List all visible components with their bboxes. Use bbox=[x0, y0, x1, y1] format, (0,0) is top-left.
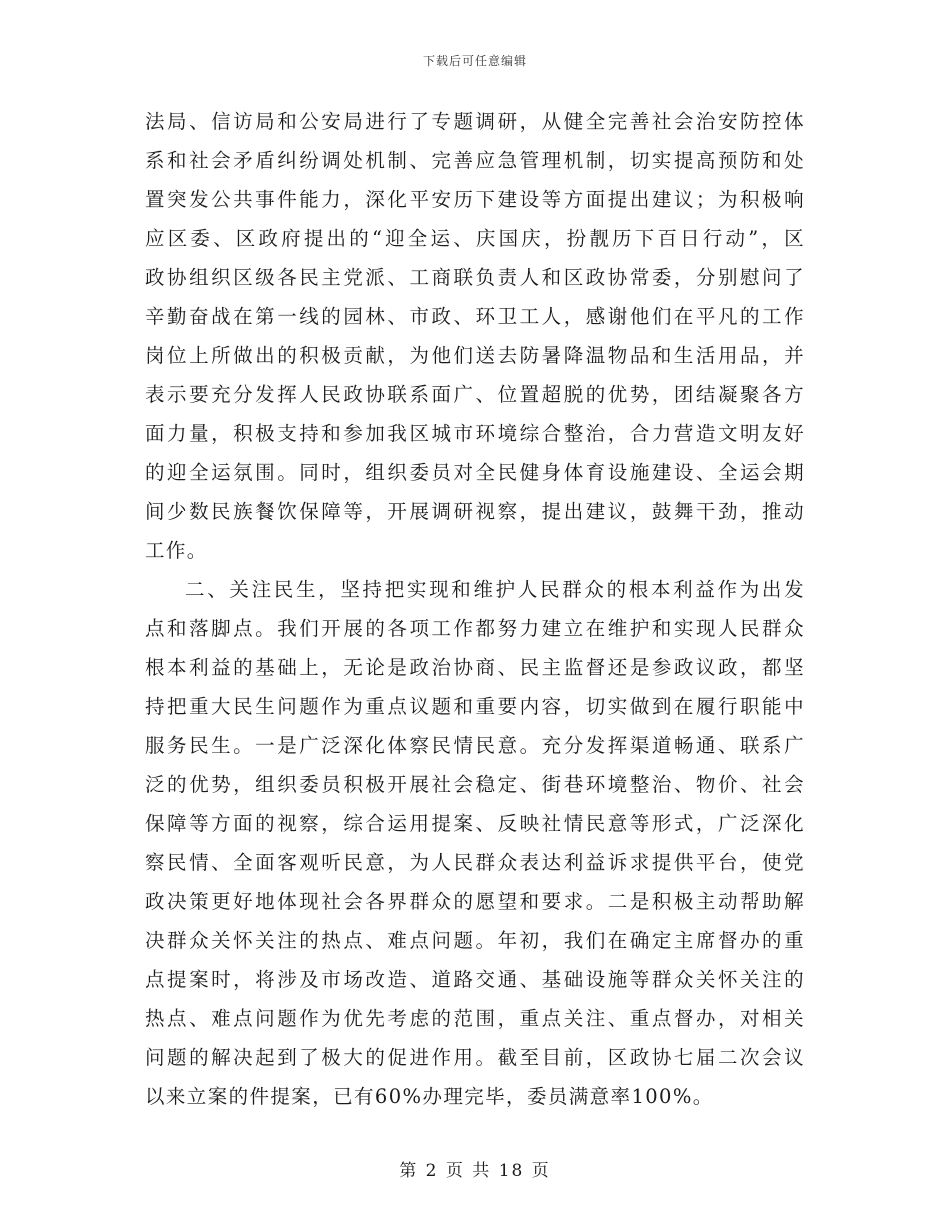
text-line: 服务民生。一是广泛深化体察民情民意。充分发挥渠道畅通、联系广 bbox=[145, 734, 805, 757]
text-line: 的迎全运氛围。同时，组织委员对全民健身体育设施建设、全运会期 bbox=[145, 461, 805, 484]
text-line: 察民情、全面客观听民意，为人民群众表达利益诉求提供平台，使党 bbox=[145, 851, 805, 874]
text-line: 点提案时，将涉及市场改造、道路交通、基础设施等群众关怀关注的 bbox=[145, 968, 805, 991]
text-line: 岗位上所做出的积极贡献，为他们送去防暑降温物品和生活用品，并 bbox=[145, 344, 805, 367]
document-body bbox=[145, 102, 805, 1116]
text-line: 持把重大民生问题作为重点议题和重要内容，切实做到在履行职能中 bbox=[145, 695, 805, 718]
page-label: 页 bbox=[445, 1161, 465, 1181]
text-line: 法局、信访局和公安局进行了专题调研，从健全完善社会治安防控体 bbox=[145, 110, 805, 133]
text-line: 政决策更好地体现社会各界群众的愿望和要求。二是积极主动帮助解 bbox=[145, 890, 805, 913]
text-line: 系和社会矛盾纠纷调处机制、完善应急管理机制，切实提高预防和处 bbox=[145, 149, 805, 172]
total-label: 共 bbox=[472, 1161, 492, 1181]
text-line: 问题的解决起到了极大的促进作用。截至目前，区政协七届二次会议 bbox=[145, 1046, 805, 1069]
text-line: 表示要充分发挥人民政协联系面广、位置超脱的优势，团结凝聚各方 bbox=[145, 383, 805, 406]
text-line: 间少数民族餐饮保障等，开展调研视察，提出建议，鼓舞干劲，推动 bbox=[145, 500, 805, 523]
text-line: 面力量，积极支持和参加我区城市环境综合整治，合力营造文明友好 bbox=[145, 422, 805, 445]
text-line: 决群众关怀关注的热点、难点问题。年初，我们在确定主席督办的重 bbox=[145, 929, 805, 952]
text-line: 应区委、区政府提出的“迎全运、庆国庆，扮靓历下百日行动”，区 bbox=[145, 227, 805, 250]
text-line: 热点、难点问题作为优先考虑的范围，重点关注、重点督办，对相关 bbox=[145, 1007, 805, 1030]
text-line: 工作。 bbox=[145, 539, 208, 562]
text-line: 置突发公共事件能力，深化平安历下建设等方面提出建议；为积极响 bbox=[145, 188, 805, 211]
paragraph-2 bbox=[145, 570, 805, 1116]
text-line: 政协组织区级各民主党派、工商联负责人和区政协常委，分别慰问了 bbox=[145, 266, 805, 289]
text-line: 二、关注民生，坚持把实现和维护人民群众的根本利益作为出发 bbox=[185, 578, 805, 601]
total-pages-number: 18 bbox=[498, 1161, 525, 1181]
page-footer bbox=[0, 1156, 950, 1181]
page-label-suffix: 页 bbox=[531, 1161, 551, 1181]
text-line: 保障等方面的视察，综合运用提案、反映社情民意等形式，广泛深化 bbox=[145, 812, 805, 835]
page-label-prefix: 第 bbox=[399, 1161, 419, 1181]
text-line: 点和落脚点。我们开展的各项工作都努力建立在维护和实现人民群众 bbox=[145, 617, 805, 640]
text-line: 以来立案的件提案，已有60%办理完毕，委员满意率100%。 bbox=[145, 1085, 714, 1108]
text-line: 根本利益的基础上，无论是政治协商、民主监督还是参政议政，都坚 bbox=[145, 656, 805, 679]
text-line: 泛的优势，组织委员积极开展社会稳定、街巷环境整治、物价、社会 bbox=[145, 773, 805, 796]
paragraph-1 bbox=[145, 102, 805, 570]
page-header: 下载后可任意编辑 bbox=[422, 54, 527, 68]
current-page-number: 2 bbox=[425, 1161, 439, 1181]
text-line: 辛勤奋战在第一线的园林、市政、环卫工人，感谢他们在平凡的工作 bbox=[145, 305, 805, 328]
